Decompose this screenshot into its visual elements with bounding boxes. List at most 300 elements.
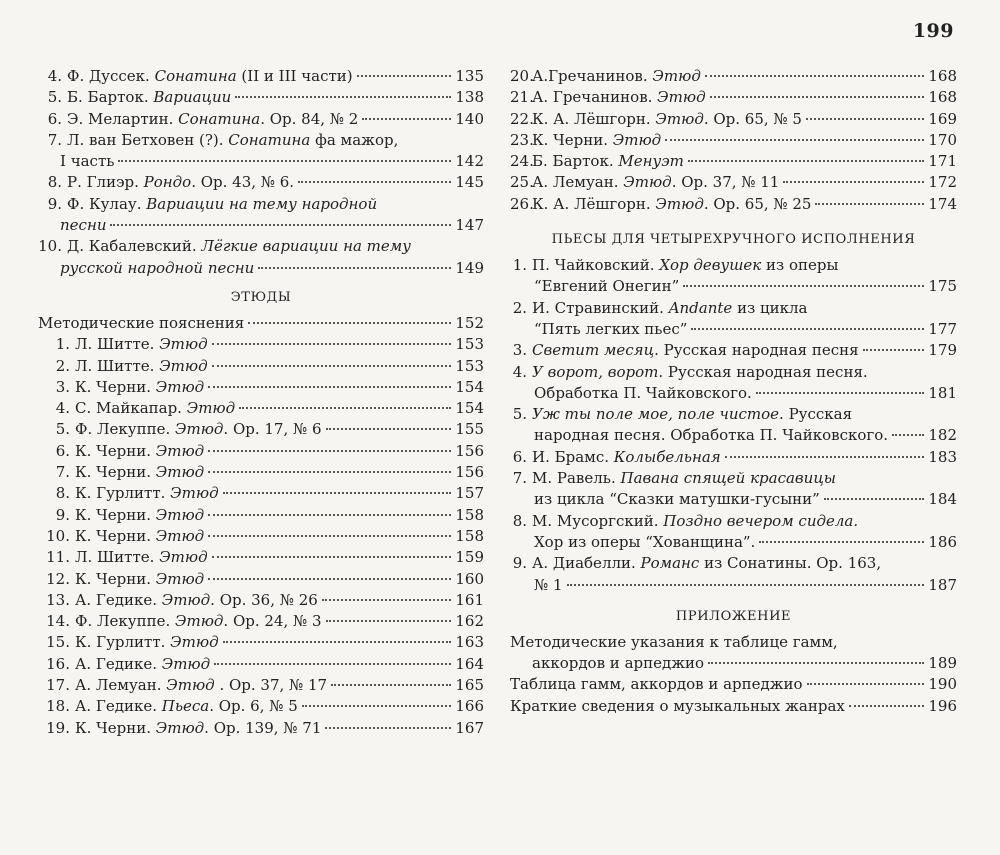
- entry-title: [532, 553, 881, 574]
- composer-name: Ф. Кулау.: [67, 194, 147, 213]
- composer-name: М. Мусоргский.: [532, 511, 664, 530]
- entry-number: 8.: [512, 511, 527, 530]
- entry-continuation: “Евгений Онегин”: [534, 277, 680, 296]
- leader-dots: [688, 160, 925, 162]
- composer-name: К. Гурлитт.: [75, 633, 171, 652]
- entry-number: 7.: [55, 463, 70, 482]
- piece-details: из Сонатины. Op. 163,: [699, 554, 882, 573]
- entry-title: [67, 109, 358, 130]
- piece-title: Этюд: [655, 194, 704, 213]
- piece-title: Этюд: [652, 67, 701, 85]
- page-ref: 170: [928, 130, 957, 149]
- entry-number: 3.: [55, 377, 70, 396]
- toc-entry[interactable]: [38, 526, 484, 547]
- entry-number: 9.: [55, 505, 70, 524]
- page-ref: 183: [928, 447, 957, 466]
- toc-entry[interactable]: [510, 194, 957, 215]
- piece-title: Менуэт: [618, 152, 684, 171]
- entry-title: [75, 526, 204, 547]
- composer-name: К. Черни.: [75, 505, 156, 524]
- toc-entry[interactable]: [510, 632, 957, 675]
- piece-details: . Русская народная песня.: [658, 362, 868, 381]
- page-ref: 189: [928, 654, 957, 673]
- leader-dots: [806, 118, 924, 120]
- entry-line: [38, 398, 484, 419]
- piece-title: Этюд: [159, 548, 208, 567]
- page-ref: 196: [928, 696, 957, 715]
- page-ref: 177: [928, 319, 957, 338]
- entry-line: [510, 404, 957, 425]
- piece-title: Этюд: [623, 173, 672, 192]
- piece-title: Этюд: [612, 130, 662, 149]
- entry-title: [75, 718, 321, 739]
- entry-number: 19.: [46, 718, 70, 737]
- toc-entry[interactable]: [38, 194, 484, 237]
- entry-title: [532, 404, 852, 425]
- piece-title: Этюд: [155, 718, 205, 737]
- entry-line: [38, 505, 484, 526]
- toc-entry[interactable]: [38, 632, 484, 653]
- leader-dots: [208, 471, 451, 473]
- toc-entry[interactable]: [38, 377, 484, 398]
- entry-number: 14.: [46, 612, 70, 631]
- entry-title: [75, 377, 204, 398]
- entry-number: 5.: [55, 420, 70, 439]
- entry-number: 1.: [512, 256, 527, 275]
- piece-title: Этюд: [159, 335, 208, 354]
- composer-name: А. Лемуан.: [532, 173, 624, 192]
- entry-title: [532, 447, 721, 468]
- piece-title: Светит месяц: [532, 341, 655, 360]
- toc-entry[interactable]: [38, 611, 484, 632]
- piece-title: Этюд: [155, 526, 205, 545]
- piece-title: Этюд: [657, 88, 706, 107]
- piece-title: Этюд: [175, 420, 224, 439]
- piece-title: У ворот, ворот: [532, 362, 659, 381]
- piece-details: . Op. 43, № 6.: [191, 173, 295, 192]
- leader-dots: [357, 75, 452, 77]
- leader-dots: [362, 118, 451, 120]
- four-hands-section-title: ПЬЕСЫ ДЛЯ ЧЕТЫРЕХРУЧНОГО ИСПОЛНЕНИЯ: [551, 232, 916, 248]
- page-ref: 169: [928, 109, 957, 128]
- page-ref: 164: [455, 654, 484, 673]
- entry-line: [38, 462, 484, 483]
- page-ref: 161: [455, 590, 484, 609]
- composer-name: К. Черни.: [75, 569, 156, 588]
- leader-dots: [248, 322, 451, 324]
- entry-line: [38, 356, 484, 377]
- page-ref: 158: [455, 526, 484, 545]
- leader-dots: [322, 599, 452, 601]
- page-ref: 186: [928, 532, 957, 551]
- entry-line: [510, 468, 957, 489]
- etudes-intro-text: Методические пояснения: [38, 313, 245, 332]
- entry-title: [510, 674, 803, 695]
- piece-details: . Русская: [779, 405, 853, 424]
- entry-title: [75, 334, 208, 355]
- toc-entry[interactable]: [38, 441, 484, 462]
- entry-title: [75, 675, 327, 696]
- entry-title: [75, 356, 208, 377]
- toc-entry[interactable]: [38, 66, 484, 87]
- leader-dots: [807, 683, 925, 685]
- piece-title: Лёгкие вариации на тему: [201, 237, 411, 256]
- page-ref: 153: [455, 356, 484, 375]
- leader-dots: [208, 578, 451, 580]
- leader-dots: [756, 392, 925, 394]
- entry-title: [532, 255, 838, 276]
- page-ref: 155: [455, 420, 484, 439]
- entry-number: 4.: [47, 67, 62, 85]
- composer-name: К. Черни.: [75, 718, 156, 737]
- etudes-intro-entry[interactable]: [38, 313, 484, 334]
- entry-title: [510, 632, 838, 653]
- entry-number: 20.: [510, 67, 534, 85]
- composer-name: К. Черни.: [75, 441, 156, 460]
- entry-number: 2.: [55, 356, 70, 375]
- entry-number: 1.: [55, 335, 70, 354]
- page-ref: 156: [455, 441, 484, 460]
- piece-title: Этюд: [175, 612, 224, 631]
- entry-continuation-line: [510, 532, 957, 553]
- entry-number: 24.: [510, 152, 534, 171]
- entry-title: [532, 511, 858, 532]
- etudes-list-left: [38, 334, 484, 739]
- piece-title: Этюд: [161, 654, 211, 673]
- composer-name: П. Чайковский.: [532, 256, 660, 275]
- leader-dots: [665, 139, 924, 141]
- entry-line: [38, 590, 484, 611]
- leader-dots: [567, 584, 925, 586]
- entry-continuation-line: [510, 319, 957, 340]
- composer-name: Б. Барток.: [532, 152, 619, 171]
- composer-name: И. Брамс.: [532, 447, 614, 466]
- leader-dots: [331, 684, 451, 686]
- toc-entry[interactable]: [38, 130, 484, 173]
- entry-title: [67, 172, 294, 193]
- piece-title: Этюд: [170, 484, 219, 503]
- composer-name: Методические указания к таблице гамм,: [510, 632, 838, 651]
- toc-entry[interactable]: [38, 109, 484, 130]
- entry-number: 6.: [55, 441, 70, 460]
- toc-entry[interactable]: [38, 236, 484, 279]
- entry-continuation: аккордов и арпеджио: [532, 654, 705, 673]
- entry-title: [532, 194, 811, 215]
- composer-name: Краткие сведения о музыкальных жанрах: [510, 696, 845, 715]
- page-ref: 154: [455, 377, 484, 396]
- entry-line: [510, 447, 957, 468]
- composer-name: М. Равель.: [532, 469, 621, 488]
- page-ref: 149: [455, 258, 484, 277]
- piece-details: . Op. 65, № 5: [703, 109, 802, 128]
- toc-entry[interactable]: [38, 483, 484, 504]
- entry-line: [38, 654, 484, 675]
- page-ref: 153: [455, 335, 484, 354]
- entry-title: [75, 398, 235, 419]
- page-ref: 187: [928, 575, 957, 594]
- entry-continuation: I часть: [60, 152, 115, 171]
- page-ref: 163: [455, 633, 484, 652]
- entry-line: [38, 334, 484, 355]
- entry-continuation-line: [510, 653, 957, 674]
- toc-entry[interactable]: [38, 356, 484, 377]
- entry-number: 2.: [512, 298, 527, 317]
- page-ref: 184: [928, 490, 957, 509]
- entry-title: [67, 130, 398, 151]
- piece-title: Колыбельная: [613, 447, 721, 466]
- piece-title: Этюд: [186, 399, 236, 418]
- entry-title: [532, 87, 706, 108]
- entry-line: [38, 526, 484, 547]
- piece-details: . Op. 65, № 25: [703, 194, 812, 213]
- entry-title: [75, 569, 204, 590]
- leader-dots: [691, 328, 924, 330]
- page-ref: 156: [455, 463, 484, 482]
- entry-number: 8.: [55, 484, 70, 503]
- toc-entry[interactable]: [38, 334, 484, 355]
- entry-line: [38, 632, 484, 653]
- leader-dots: [212, 556, 452, 558]
- piece-details: . Op. 84, № 2: [260, 109, 359, 128]
- entry-title: [75, 462, 204, 483]
- composer-name: Л. ван Бетховен (?).: [67, 130, 229, 149]
- entry-continuation: песни: [60, 216, 107, 235]
- composer-name: С. Майкапар.: [75, 399, 187, 418]
- piece-title: Этюд: [155, 441, 205, 460]
- toc-entry[interactable]: [38, 172, 484, 193]
- leader-dots: [710, 96, 925, 98]
- leader-dots: [824, 498, 925, 500]
- page-ref: 172: [928, 173, 957, 192]
- piece-details: . Op. 37, № 11: [671, 173, 780, 192]
- toc-entry[interactable]: [38, 696, 484, 717]
- entry-title: [532, 298, 808, 319]
- toc-entry[interactable]: [510, 468, 957, 511]
- entry-title: [75, 611, 322, 632]
- piece-details: . Русская народная песня: [654, 341, 859, 360]
- leader-dots: [783, 181, 924, 183]
- leader-dots: [725, 456, 925, 458]
- entry-title: [75, 696, 298, 717]
- leader-dots: [849, 705, 924, 707]
- entry-continuation-line: [38, 258, 484, 279]
- entry-number: 10.: [46, 526, 70, 545]
- leader-dots: [325, 727, 451, 729]
- toc-entry[interactable]: [38, 569, 484, 590]
- piece-title: Этюд: [159, 356, 208, 375]
- entry-line: [38, 236, 484, 257]
- entry-title: [67, 236, 411, 257]
- toc-entry[interactable]: [510, 298, 957, 341]
- entry-number: 7.: [47, 130, 62, 149]
- entry-continuation: “Пять легких пьес”: [534, 319, 688, 338]
- entry-title: [75, 590, 318, 611]
- entry-title: [532, 172, 779, 193]
- entry-number: 25.: [510, 173, 534, 192]
- entry-line: [510, 194, 957, 215]
- entry-title: [75, 419, 322, 440]
- entry-line: [38, 130, 484, 151]
- composer-name: К. А. Лёшгорн.: [532, 109, 656, 128]
- toc-entry[interactable]: [38, 675, 484, 696]
- toc-entry[interactable]: [38, 654, 484, 675]
- appendix-list: [510, 632, 957, 717]
- entry-number: 7.: [512, 469, 527, 488]
- composer-name: А. Гедике.: [75, 654, 162, 673]
- toc-entry[interactable]: [38, 505, 484, 526]
- entry-line: [510, 362, 957, 383]
- entry-title: [75, 654, 210, 675]
- toc-entry[interactable]: [510, 66, 957, 87]
- toc-entry[interactable]: [38, 462, 484, 483]
- entry-title: [67, 194, 377, 215]
- leader-dots: [239, 407, 451, 409]
- leader-dots: [223, 641, 452, 643]
- piece-title: Этюд: [170, 633, 219, 652]
- toc-entry[interactable]: [510, 362, 957, 405]
- toc-entry[interactable]: [510, 553, 957, 596]
- entry-number: 11.: [46, 548, 70, 567]
- piece-details: . Op. 24, № 3: [223, 612, 322, 631]
- entry-title: [75, 632, 219, 653]
- piece-title: Этюд: [155, 463, 205, 482]
- leader-dots: [258, 267, 451, 269]
- entry-line: [510, 553, 957, 574]
- entry-title: [67, 66, 353, 87]
- toc-entry[interactable]: [510, 151, 957, 172]
- leader-dots: [212, 365, 452, 367]
- toc-entry[interactable]: [510, 130, 957, 151]
- entry-number: 6.: [512, 447, 527, 466]
- page-ref: 167: [455, 718, 484, 737]
- toc-entry[interactable]: [510, 511, 957, 554]
- leader-dots: [208, 450, 451, 452]
- entry-title: [75, 441, 204, 462]
- composer-name: Ф. Дуссек.: [67, 67, 155, 85]
- page-ref: 166: [455, 697, 484, 716]
- page-number: 199: [912, 20, 954, 42]
- piece-title: Романс: [640, 554, 700, 573]
- entry-number: 5.: [512, 405, 527, 424]
- composer-name: А. Гедике.: [75, 590, 162, 609]
- toc-entry[interactable]: [38, 590, 484, 611]
- page-ref: 157: [455, 484, 484, 503]
- left-column: [38, 66, 484, 739]
- leader-dots: [759, 541, 924, 543]
- entry-number: 26.: [510, 194, 534, 213]
- entry-number: 23.: [510, 130, 534, 149]
- toc-entry[interactable]: [510, 447, 957, 468]
- right-column: [510, 66, 957, 717]
- entry-line: [510, 130, 957, 151]
- leader-dots: [208, 386, 451, 388]
- entry-line: [510, 172, 957, 193]
- toc-entry[interactable]: [38, 87, 484, 108]
- toc-entry[interactable]: [510, 674, 957, 695]
- toc-entry[interactable]: [38, 547, 484, 568]
- entry-continuation: народная песня. Обработка П. Чайковского.: [534, 426, 889, 445]
- entry-continuation-line: [510, 489, 957, 510]
- piece-title: Этюд: [166, 676, 215, 695]
- piece-title: Рондо: [143, 173, 192, 192]
- leader-dots: [110, 224, 451, 226]
- piece-title: Этюд: [155, 505, 205, 524]
- toc-entry[interactable]: [38, 419, 484, 440]
- entry-line: [38, 569, 484, 590]
- entry-line: [38, 172, 484, 193]
- composer-name: Д. Кабалевский.: [67, 237, 202, 256]
- leader-dots: [892, 434, 924, 436]
- entry-line: [38, 109, 484, 130]
- page-ref: 158: [455, 505, 484, 524]
- piece-details: из оперы: [761, 256, 839, 275]
- toc-entry[interactable]: [510, 172, 957, 193]
- page-ref: 168: [928, 67, 957, 85]
- composer-name: К. Черни.: [75, 526, 156, 545]
- entry-title: [75, 547, 208, 568]
- toc-entry[interactable]: [510, 109, 957, 130]
- toc-entry[interactable]: [38, 718, 484, 739]
- entry-line: [38, 611, 484, 632]
- page-ref: 174: [928, 194, 957, 213]
- entry-continuation: из цикла “Сказки матушки-гусыни”: [534, 490, 820, 509]
- entry-continuation-line: [510, 425, 957, 446]
- piece-title: Andante: [668, 298, 733, 317]
- entry-line: [38, 696, 484, 717]
- page-ref: 138: [455, 88, 484, 107]
- entry-line: [38, 547, 484, 568]
- etudes-intro-page: 152: [455, 313, 484, 332]
- leader-dots: [298, 181, 451, 183]
- entry-continuation-line: [510, 383, 957, 404]
- entry-line: [510, 696, 957, 717]
- toc-entry[interactable]: [510, 255, 957, 298]
- leader-dots: [214, 663, 451, 665]
- toc-entry[interactable]: [510, 340, 957, 361]
- toc-entry[interactable]: [510, 404, 957, 447]
- leader-dots: [326, 428, 452, 430]
- entry-line: [38, 419, 484, 440]
- leader-dots: [212, 343, 452, 345]
- piece-title: Сонатина: [228, 130, 311, 149]
- piece-title: Сонатина: [178, 109, 261, 128]
- leader-dots: [708, 662, 924, 664]
- piece-title: Вариации: [153, 88, 232, 107]
- piece-details: (II и III части): [236, 67, 353, 85]
- entry-line: [510, 298, 957, 319]
- entry-line: [510, 511, 957, 532]
- leader-dots: [223, 492, 452, 494]
- leader-dots: [208, 535, 451, 537]
- entry-title: [510, 696, 845, 717]
- composer-name: К. Черни.: [75, 377, 156, 396]
- entry-line: [38, 675, 484, 696]
- toc-entry[interactable]: [38, 398, 484, 419]
- toc-entry[interactable]: [510, 87, 957, 108]
- piece-title: Этюд: [155, 569, 205, 588]
- toc-entry[interactable]: [510, 696, 957, 717]
- composer-name: К. Черни.: [532, 130, 613, 149]
- piece-title: Пьеса: [161, 697, 210, 716]
- composer-name: А. Диабелли.: [532, 554, 641, 573]
- entry-continuation: Обработка П. Чайковского.: [534, 383, 752, 402]
- entry-title: [532, 109, 802, 130]
- page-ref: 181: [928, 383, 957, 402]
- entry-continuation: № 1: [534, 575, 563, 594]
- four-hands-list: [510, 255, 957, 596]
- leader-dots: [326, 620, 452, 622]
- entry-line: [38, 377, 484, 398]
